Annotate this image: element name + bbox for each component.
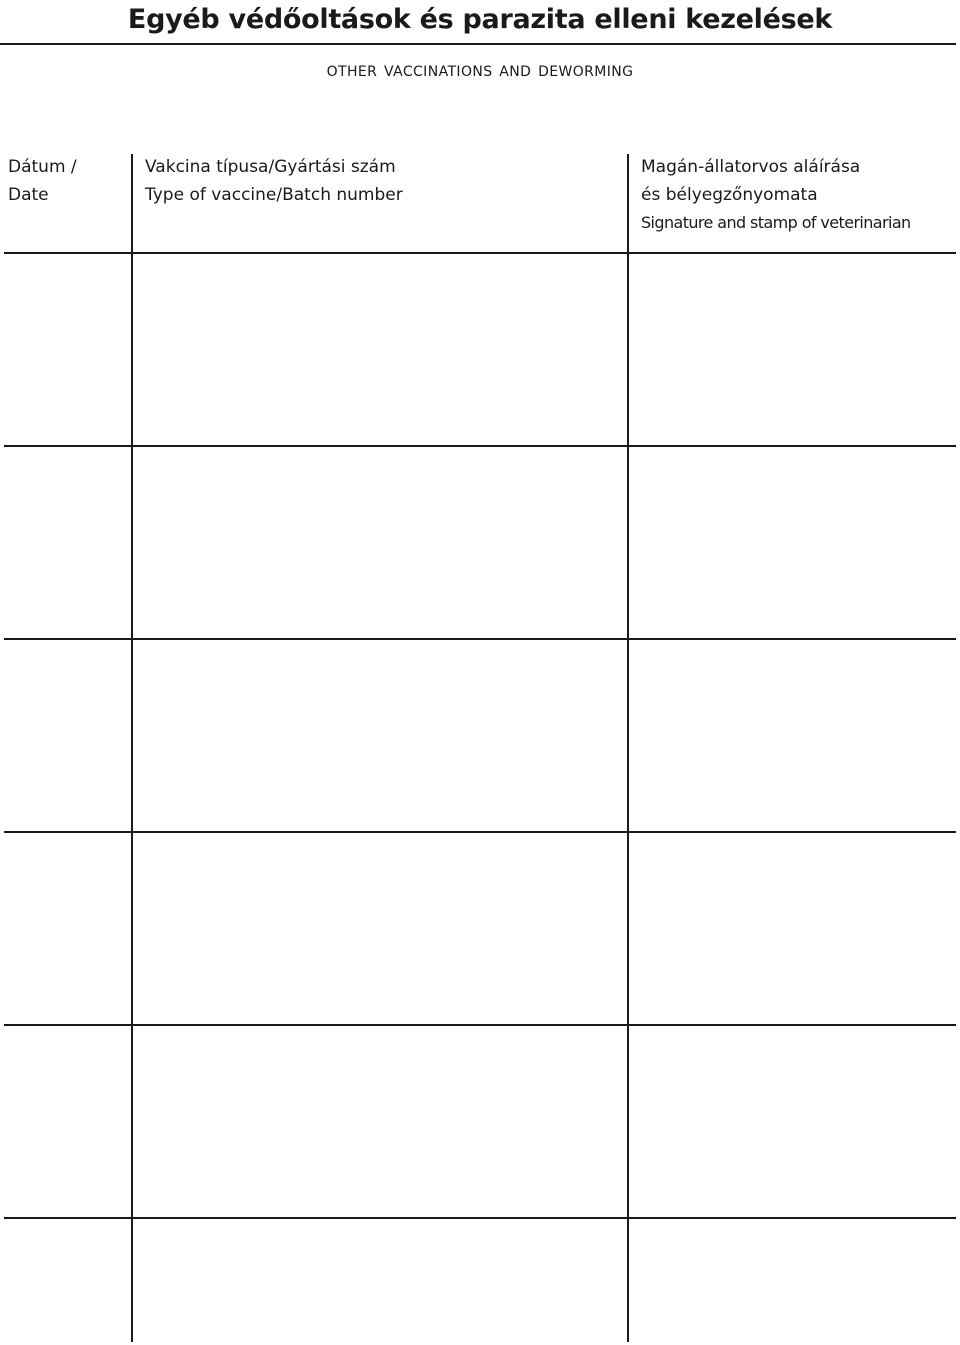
date-cell[interactable] — [4, 447, 131, 638]
page-subtitle: other vaccinations and deworming — [326, 57, 634, 81]
vaccine-cell[interactable] — [133, 1026, 627, 1217]
column-header-vaccine-line-1: Vakcina típusa/Gyártási szám — [145, 157, 396, 177]
page-title: Egyéb védőoltások és parazita elleni kezelések — [127, 4, 833, 35]
vaccine-cell[interactable] — [133, 1219, 627, 1342]
vaccine-cell[interactable] — [133, 447, 627, 638]
date-cell[interactable] — [4, 254, 131, 445]
rule-top — [0, 43, 956, 45]
column-header-signature — [641, 153, 911, 237]
column-header-vaccine — [145, 153, 403, 209]
signature-cell[interactable] — [629, 833, 956, 1024]
column-header-date-line-1: Dátum / — [8, 157, 77, 177]
date-cell[interactable] — [4, 640, 131, 831]
column-header-vaccine-line-2: Type of vaccine/Batch number — [145, 185, 403, 205]
vaccine-cell[interactable] — [133, 640, 627, 831]
column-header-signature-line-3: Signature and stamp of veterinarian — [641, 213, 911, 232]
signature-cell[interactable] — [629, 1026, 956, 1217]
signature-cell[interactable] — [629, 640, 956, 831]
date-cell[interactable] — [4, 833, 131, 1024]
column-header-signature-line-1: Magán-állatorvos aláírása — [641, 157, 861, 177]
signature-cell[interactable] — [629, 1219, 956, 1342]
signature-cell[interactable] — [629, 254, 956, 445]
column-header-date-line-2: Date — [8, 185, 49, 205]
date-cell[interactable] — [4, 1219, 131, 1342]
date-cell[interactable] — [4, 1026, 131, 1217]
signature-cell[interactable] — [629, 447, 956, 638]
column-header-signature-line-2: és bélyegzőnyomata — [641, 185, 818, 205]
vaccine-cell[interactable] — [133, 833, 627, 1024]
vaccine-cell[interactable] — [133, 254, 627, 445]
column-header-date — [8, 153, 77, 209]
